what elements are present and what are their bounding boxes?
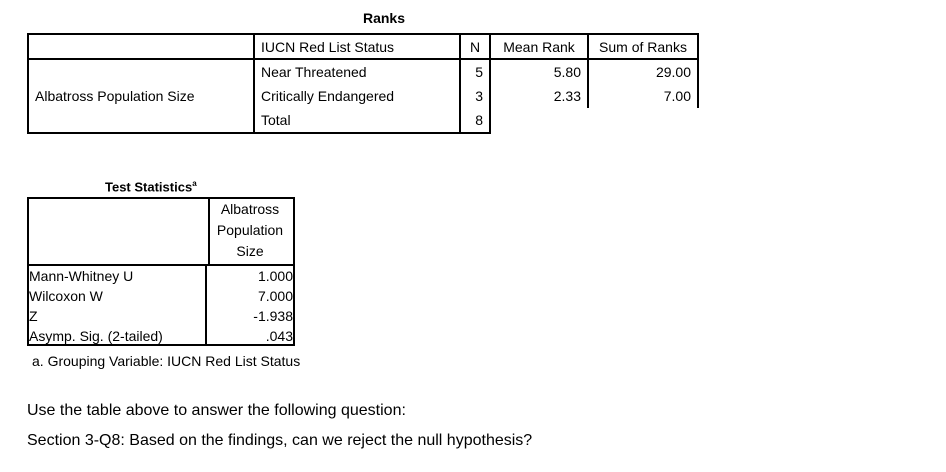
ranks-header-status: IUCN Red List Status <box>254 34 460 59</box>
test-stats-header-line: Albatross <box>220 201 280 217</box>
ranks-row-label: Albatross Population Size <box>28 59 254 133</box>
test-stats-right-border <box>293 266 295 346</box>
test-stats-label: Asymp. Sig. (2-tailed) <box>29 328 163 344</box>
ranks-sum-cell <box>588 108 698 133</box>
test-stats-header-line: Population <box>216 222 284 238</box>
test-stats-header-line: Size <box>236 243 264 259</box>
ranks-table <box>27 33 699 134</box>
test-stats-footnote-marker: a <box>192 179 197 188</box>
test-stats-value: 1.000 <box>257 268 293 284</box>
ranks-status-cell: Near Threatened <box>254 59 460 84</box>
test-stats-label: Z <box>29 308 38 324</box>
test-stats-label: Wilcoxon W <box>29 288 103 304</box>
ranks-n-cell: 8 <box>460 108 490 133</box>
question-prompt: Section 3-Q8: Based on the findings, can we reject the null hypothesis? <box>27 432 533 449</box>
ranks-header-row <box>28 34 698 59</box>
test-stats-column-header <box>207 199 293 262</box>
ranks-header-n: N <box>460 34 490 59</box>
question-instruction: Use the table above to answer the following question: <box>27 402 406 419</box>
test-stats-footnote: a. Grouping Variable: IUCN Red List Status <box>32 353 301 369</box>
test-stats-title-text: Test Statistics <box>105 179 193 195</box>
test-stats-title <box>105 179 197 194</box>
ranks-mean-cell: 2.33 <box>490 84 588 108</box>
test-stats-value: .043 <box>265 328 293 344</box>
test-stats-value: 7.000 <box>257 288 293 304</box>
ranks-status-cell: Total <box>254 108 460 133</box>
ranks-mean-cell: 5.80 <box>490 59 588 84</box>
ranks-corner-cell <box>28 34 254 59</box>
ranks-n-cell: 5 <box>460 59 490 84</box>
ranks-sum-cell: 29.00 <box>588 59 698 84</box>
ranks-header-sum: Sum of Ranks <box>588 34 698 59</box>
test-stats-value: -1.938 <box>253 308 293 324</box>
ranks-mean-cell <box>490 108 588 133</box>
ranks-n-cell: 3 <box>460 84 490 108</box>
ranks-header-mean: Mean Rank <box>490 34 588 59</box>
table-row <box>28 59 698 84</box>
ranks-sum-cell: 7.00 <box>588 84 698 108</box>
test-stats-label: Mann-Whitney U <box>29 268 134 284</box>
ranks-status-cell: Critically Endangered <box>254 84 460 108</box>
ranks-title: Ranks <box>362 10 406 26</box>
